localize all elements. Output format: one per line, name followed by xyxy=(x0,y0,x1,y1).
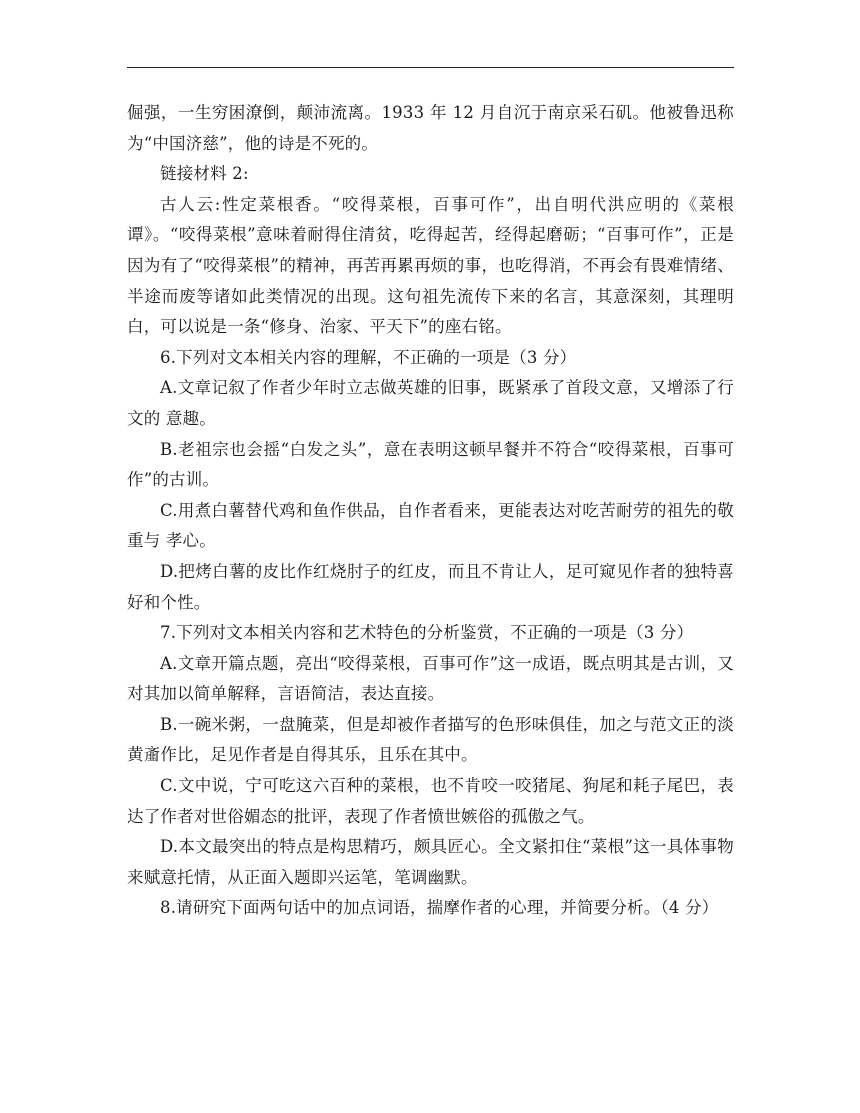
question-7-option-a: A.文章开篇点题，亮出“咬得菜根，百事可作”这一成语，既点明其是古训，又对其加以简单解释，言语简洁，表达直接。 xyxy=(127,653,734,704)
question-6: 6.下列对文本相关内容的理解，不正确的一项是（3 分） xyxy=(160,347,577,367)
question-6-option-a: A.文章记叙了作者少年时立志做英雄的旧事，既紧承了首段文意，又增添了行文的 意趣。 xyxy=(127,378,734,428)
question-6-option-c: C.用煮白薯替代鸡和鱼作供品，自作者看来，更能表达对吃苦耐劳的祖先的敬重与 孝心。 xyxy=(127,500,734,551)
document-body xyxy=(127,98,734,924)
question-6-option-b: B.老祖宗也会摇“白发之头”，意在表明这顿早餐并不符合“咬得菜根，百事可作”的古训。 xyxy=(127,439,734,490)
paragraph-link-material-2-body: 古人云:性定菜根香。“咬得菜根，百事可作”，出自明代洪应明的《菜根谭》。“咬得菜根”意味着耐得住清贫，吃得起苦，经得起磨砺；“百事可作”，正是因为有了“咬得菜根”的精神，再苦再累再烦的事，也吃得消，不再会有畏难情绪、半途而废等诸如此类情况的出现。这句祖先流传下来的名言，其意深刻，其理明白，可以说是一条“修身、治家、平天下”的座右铭。 xyxy=(127,194,734,337)
question-7-option-b: B.一碗米粥，一盘腌菜，但是却被作者描写的色形味俱佳，加之与范文正的淡黄齑作比，足见作者是自得其乐，且乐在其中。 xyxy=(127,714,734,765)
question-8: 8.请研究下面两句话中的加点词语，揣摩作者的心理，并简要分析。（4 分） xyxy=(160,898,719,918)
question-7: 7.下列对文本相关内容和艺术特色的分析鉴赏，不正确的一项是（3 分） xyxy=(160,623,694,643)
paragraph-link-material-2-heading: 链接材料 2: xyxy=(160,164,249,184)
question-7-option-c: C.文中说，宁可吃这六百种的菜根，也不肯咬一咬猪尾、狗尾和耗子尾巴，表达了作者对世俗媚态的批评，表现了作者愤世嫉俗的孤傲之气。 xyxy=(127,776,734,826)
question-7-option-d: D.本文最突出的特点是构思精巧，颇具匠心。全文紧扣住“菜根”这一具体事物来赋意托情，从正面入题即兴运笔，笔调幽默。 xyxy=(127,837,734,887)
header-rule xyxy=(127,67,734,68)
paragraph-continuation: 倔强，一生穷困潦倒，颠沛流离。1933 年 12 月自沉于南京采石矶。他被鲁迅称为“中国济慈”，他的诗是不死的。 xyxy=(127,103,734,153)
question-6-option-d: D.把烤白薯的皮比作红烧肘子的红皮，而且不肯让人，足可窥见作者的独特喜好和个性。 xyxy=(127,561,734,612)
